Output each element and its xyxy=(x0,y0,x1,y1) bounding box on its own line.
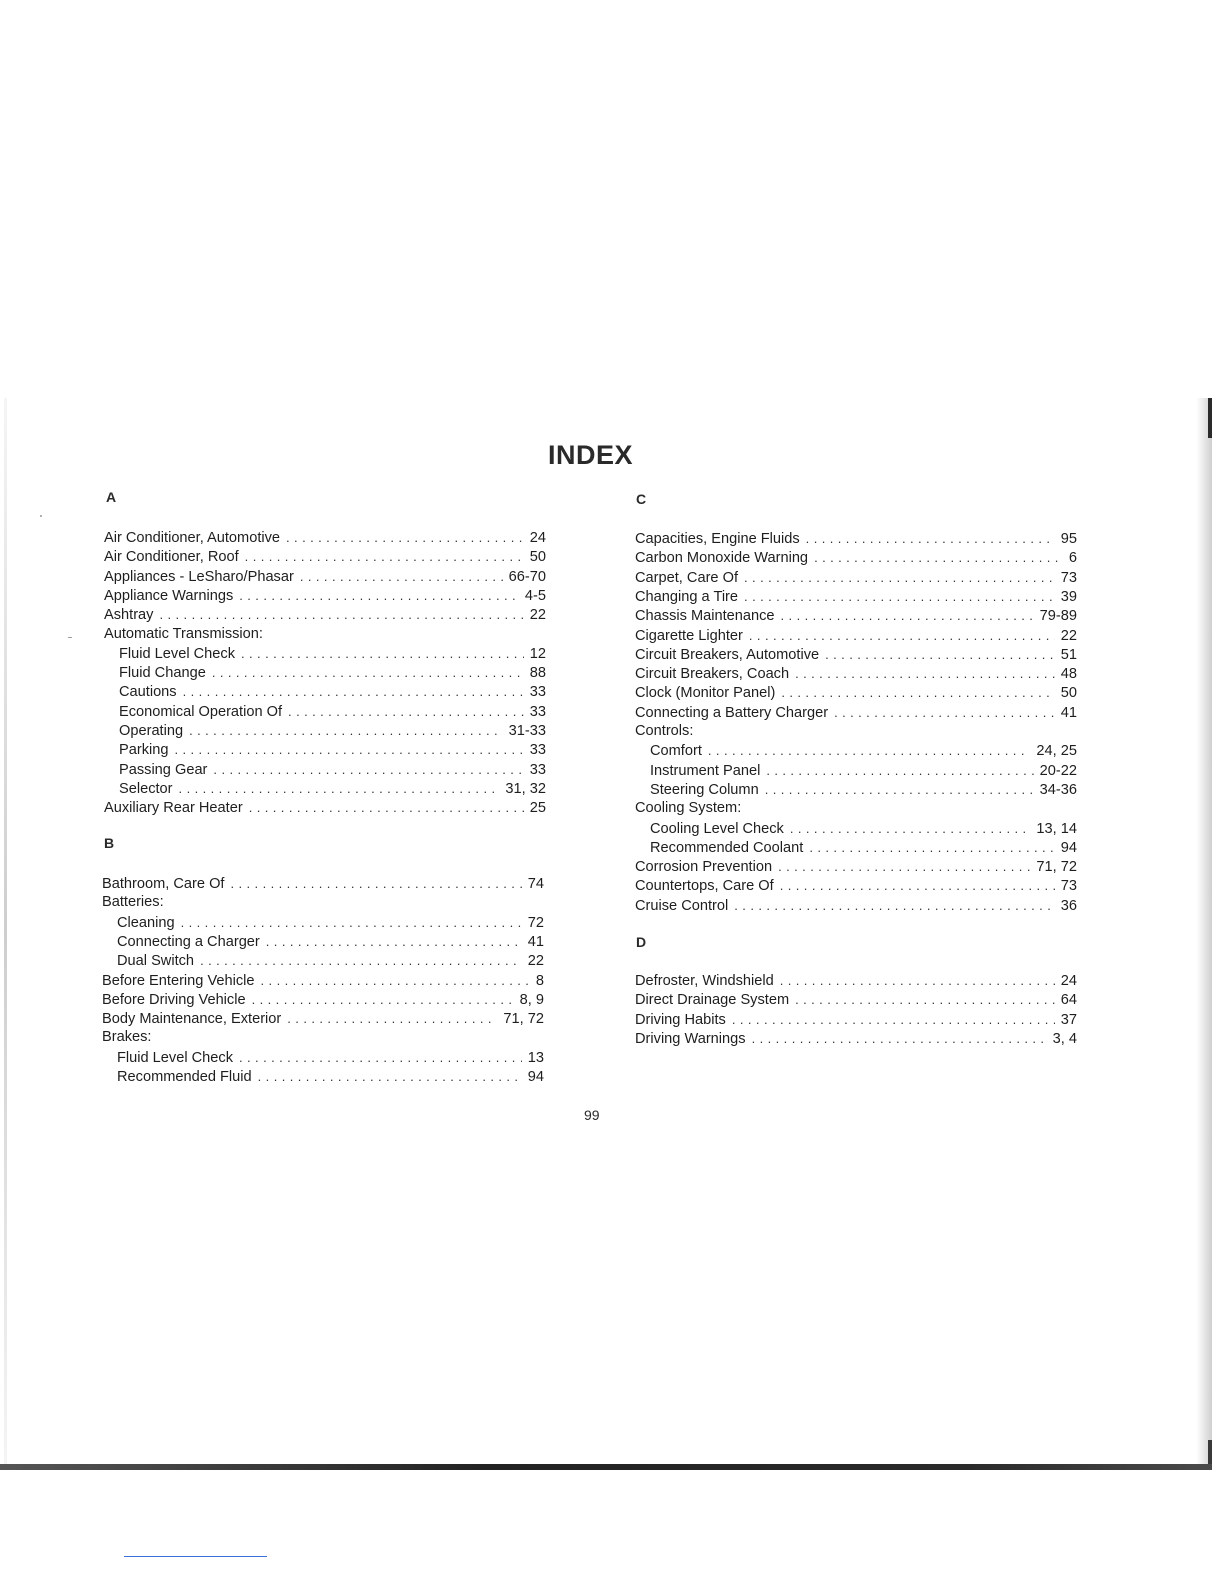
dot-leader xyxy=(300,567,503,586)
dot-leader xyxy=(183,682,524,701)
dot-leader xyxy=(258,1067,522,1086)
index-entry xyxy=(104,547,546,566)
section-letter-d: D xyxy=(636,934,647,950)
index-entry-page: 71, 72 xyxy=(503,1011,544,1028)
index-entry-label: Cautions xyxy=(119,684,177,701)
index-entry-page: 22 xyxy=(527,953,544,970)
index-entry-page: 33 xyxy=(529,742,546,759)
dot-leader xyxy=(288,702,524,721)
index-entry xyxy=(635,703,1077,722)
dot-leader xyxy=(241,644,524,663)
index-entry xyxy=(635,971,1077,990)
index-entry-label: Connecting a Battery Charger xyxy=(635,704,829,721)
index-entry-page: 20-22 xyxy=(1039,762,1077,779)
dot-leader xyxy=(795,664,1055,683)
index-entry-label: Corrosion Prevention xyxy=(635,859,773,876)
dot-leader xyxy=(261,971,530,990)
dot-leader xyxy=(708,741,1031,760)
dot-leader xyxy=(189,721,503,740)
index-entry-label: Auxiliary Rear Heater xyxy=(104,800,243,817)
dot-leader xyxy=(200,951,522,970)
index-entry-label: Appliance Warnings xyxy=(104,587,234,604)
index-entry xyxy=(650,819,1077,838)
index-entry-label: Circuit Breakers, Coach xyxy=(635,666,790,683)
section-letter-a: A xyxy=(106,489,117,505)
dot-leader xyxy=(230,874,521,893)
index-entry xyxy=(119,702,546,721)
index-entry xyxy=(104,625,546,644)
index-entry xyxy=(119,682,546,701)
index-entry-label: Chassis Maintenance xyxy=(635,608,775,625)
index-entry-label: Connecting a Charger xyxy=(117,933,260,950)
index-entry-page: 95 xyxy=(1060,531,1077,547)
index-entry-label: Ashtray xyxy=(104,607,154,624)
dot-leader xyxy=(252,990,514,1009)
index-entry xyxy=(635,722,1077,741)
index-entry-label: Bathroom, Care Of xyxy=(102,876,225,892)
dot-leader xyxy=(806,529,1055,548)
index-entry xyxy=(104,567,546,586)
index-entry xyxy=(635,857,1077,876)
index-entry-page: 4-5 xyxy=(524,587,546,604)
index-entry-page: 24 xyxy=(1060,973,1077,989)
index-entry-page: 37 xyxy=(1060,1011,1077,1028)
index-entry xyxy=(104,798,546,817)
dot-leader xyxy=(239,1048,522,1067)
dot-leader xyxy=(790,819,1031,838)
index-entry xyxy=(635,548,1077,567)
index-entry-page: 33 xyxy=(529,684,546,701)
dot-leader xyxy=(734,896,1054,915)
index-entry xyxy=(104,528,546,547)
index-entry xyxy=(650,761,1077,780)
dot-leader xyxy=(752,1029,1047,1048)
index-entry xyxy=(102,971,544,990)
index-entry-page: 25 xyxy=(529,800,546,817)
dot-leader xyxy=(213,760,523,779)
corner-link-line xyxy=(124,1556,267,1557)
index-entry-label: Driving Warnings xyxy=(635,1030,746,1047)
index-entry-label: Recommended Fluid xyxy=(117,1069,252,1085)
page-edge-right xyxy=(1196,398,1212,1470)
index-entry-page: 66-70 xyxy=(508,568,546,585)
index-entry-label: Cooling System: xyxy=(635,800,742,817)
index-entry-page: 73 xyxy=(1060,569,1077,586)
index-entry-label: Fluid Level Check xyxy=(117,1049,233,1066)
index-entry-label: Changing a Tire xyxy=(635,588,739,605)
index-entry-page: 24, 25 xyxy=(1036,743,1077,760)
index-entry-page: 41 xyxy=(527,933,544,950)
dot-leader xyxy=(245,547,524,566)
index-entry xyxy=(102,1009,544,1028)
dot-leader xyxy=(174,740,523,759)
scan-speck xyxy=(40,515,42,517)
index-entry-label: Brakes: xyxy=(102,1029,152,1046)
index-entry xyxy=(635,626,1077,645)
index-entry xyxy=(119,663,546,682)
index-entry xyxy=(119,740,546,759)
index-entry-page: 39 xyxy=(1060,588,1077,605)
index-entry-label: Dual Switch xyxy=(117,953,195,970)
dot-leader xyxy=(766,761,1033,780)
index-entry-page: 22 xyxy=(1060,627,1077,644)
index-entry-page: 74 xyxy=(527,876,544,892)
index-entry-page: 13, 14 xyxy=(1036,820,1077,837)
index-entry-label: Air Conditioner, Roof xyxy=(104,549,239,566)
index-entry xyxy=(635,990,1077,1009)
index-entry-page: 22 xyxy=(529,607,546,624)
index-entry-page: 48 xyxy=(1060,666,1077,683)
index-entry xyxy=(650,741,1077,760)
section-letter-b: B xyxy=(104,835,115,851)
index-entry-label: Body Maintenance, Exterior xyxy=(102,1011,282,1028)
index-entry-label: Carpet, Care Of xyxy=(635,569,739,586)
index-entry-page: 71, 72 xyxy=(1036,859,1077,876)
index-entry xyxy=(635,645,1077,664)
dot-leader xyxy=(834,703,1055,722)
index-entry xyxy=(119,644,546,663)
index-entry-page: 3, 4 xyxy=(1052,1030,1077,1047)
index-entry xyxy=(635,587,1077,606)
dot-leader xyxy=(809,838,1054,857)
dot-leader xyxy=(814,548,1063,567)
dot-leader xyxy=(781,683,1054,702)
index-entry-label: Circuit Breakers, Automotive xyxy=(635,646,820,663)
index-entry-page: 94 xyxy=(1060,839,1077,856)
index-entry-label: Batteries: xyxy=(102,894,164,911)
index-entry xyxy=(102,874,544,893)
index-entry-page: 36 xyxy=(1060,897,1077,914)
index-entry-label: Controls: xyxy=(635,723,694,739)
dot-leader xyxy=(266,932,522,951)
index-entry-page: 79-89 xyxy=(1039,608,1077,625)
page-edge-left xyxy=(4,398,7,1466)
dot-leader xyxy=(778,857,1030,876)
index-entry-label: Direct Drainage System xyxy=(635,992,790,1009)
index-entry xyxy=(635,683,1077,702)
index-entry xyxy=(117,932,544,951)
index-entry-label: Defroster, Windshield xyxy=(635,973,774,989)
dot-leader xyxy=(765,780,1034,799)
index-entry-page: 72 xyxy=(527,914,544,931)
index-entry xyxy=(635,529,1077,548)
section-letter-c: C xyxy=(636,491,647,507)
dot-leader xyxy=(286,528,524,547)
index-entry-page: 41 xyxy=(1060,704,1077,721)
index-entry-page: 12 xyxy=(529,645,546,662)
index-entry-page: 50 xyxy=(1060,685,1077,702)
index-entry-label: Cruise Control xyxy=(635,897,729,914)
index-entry-label: Fluid Change xyxy=(119,665,206,682)
index-entry-page: 33 xyxy=(529,761,546,778)
dot-leader xyxy=(744,587,1055,606)
index-entry-label: Passing Gear xyxy=(119,761,208,778)
index-entry xyxy=(119,721,546,740)
index-entry-label: Parking xyxy=(119,742,169,759)
index-entry xyxy=(635,664,1077,683)
index-entry-label: Comfort xyxy=(650,743,702,760)
index-entry xyxy=(635,606,1077,625)
index-entry xyxy=(104,605,546,624)
index-entry xyxy=(650,780,1077,799)
index-entry xyxy=(104,586,546,605)
index-entry-label: Fluid Level Check xyxy=(119,645,235,662)
index-entry-label: Cooling Level Check xyxy=(650,820,784,837)
index-entry-label: Selector xyxy=(119,780,173,797)
index-entry-page: 31, 32 xyxy=(505,780,546,797)
index-entry-page: 64 xyxy=(1060,992,1077,1009)
index-entry-label: Countertops, Care Of xyxy=(635,878,774,895)
index-entry-page: 6 xyxy=(1068,550,1077,567)
index-entry xyxy=(117,1067,544,1086)
index-entry-label: Capacities, Engine Fluids xyxy=(635,531,800,547)
dot-leader xyxy=(780,971,1055,990)
index-entry-label: Recommended Coolant xyxy=(650,839,804,856)
index-entry-page: 94 xyxy=(527,1069,544,1085)
index-entry xyxy=(102,893,544,912)
index-entry-label: Economical Operation Of xyxy=(119,703,283,720)
index-entry-page: 50 xyxy=(529,549,546,566)
index-entry xyxy=(117,1048,544,1067)
index-entry-page: 8, 9 xyxy=(519,991,544,1008)
index-entry-label: Cleaning xyxy=(117,914,175,931)
index-entry-page: 51 xyxy=(1060,646,1077,663)
dot-leader xyxy=(239,586,519,605)
index-entry-label: Air Conditioner, Automotive xyxy=(104,530,281,546)
scan-speck xyxy=(68,637,72,638)
index-entry xyxy=(117,951,544,970)
page-bottom-edge xyxy=(0,1464,1212,1470)
index-entry-label: Driving Habits xyxy=(635,1011,726,1028)
index-entry-page: 33 xyxy=(529,703,546,720)
index-entry-label: Clock (Monitor Panel) xyxy=(635,685,776,702)
dot-leader xyxy=(795,990,1055,1009)
index-entry-label: Instrument Panel xyxy=(650,762,761,779)
index-entry-label: Before Entering Vehicle xyxy=(102,972,255,989)
index-entry-label: Appliances - LeSharo/Phasar xyxy=(104,568,294,585)
index-entry-page: 24 xyxy=(529,530,546,546)
index-entry xyxy=(635,799,1077,818)
index-entry-page: 31-33 xyxy=(508,723,546,739)
dot-leader xyxy=(749,626,1055,645)
dot-leader xyxy=(744,568,1055,587)
index-entry-label: Cigarette Lighter xyxy=(635,627,743,644)
page-title: INDEX xyxy=(548,440,634,470)
dot-leader xyxy=(249,798,524,817)
index-entry xyxy=(635,896,1077,915)
index-entry xyxy=(117,913,544,932)
index-entry xyxy=(119,779,546,798)
index-entry-label: Carbon Monoxide Warning xyxy=(635,550,809,567)
dot-leader xyxy=(732,1010,1055,1029)
page-number: 99 xyxy=(584,1107,600,1123)
index-entry xyxy=(102,1028,544,1047)
index-entry-page: 88 xyxy=(529,665,546,682)
index-entry-page: 13 xyxy=(527,1049,544,1066)
index-entry-label: Automatic Transmission: xyxy=(104,625,263,642)
index-entry xyxy=(635,876,1077,895)
index-entry xyxy=(635,1029,1077,1048)
index-entry xyxy=(102,990,544,1009)
index-entry-label: Before Driving Vehicle xyxy=(102,991,246,1008)
index-entry xyxy=(635,568,1077,587)
dot-leader xyxy=(781,606,1034,625)
index-entry-page: 8 xyxy=(535,972,544,989)
dot-leader xyxy=(212,663,524,682)
dot-leader xyxy=(825,645,1055,664)
index-entry-page: 34-36 xyxy=(1039,781,1077,798)
dot-leader xyxy=(287,1009,497,1028)
index-entry-label: Steering Column xyxy=(650,781,759,798)
index-entry xyxy=(119,760,546,779)
index-entry-label: Operating xyxy=(119,723,184,739)
dot-leader xyxy=(159,605,523,624)
index-entry xyxy=(635,1010,1077,1029)
dot-leader xyxy=(181,913,522,932)
dot-leader xyxy=(780,876,1055,895)
dot-leader xyxy=(179,779,500,798)
index-entry xyxy=(650,838,1077,857)
index-entry-page: 73 xyxy=(1060,878,1077,895)
